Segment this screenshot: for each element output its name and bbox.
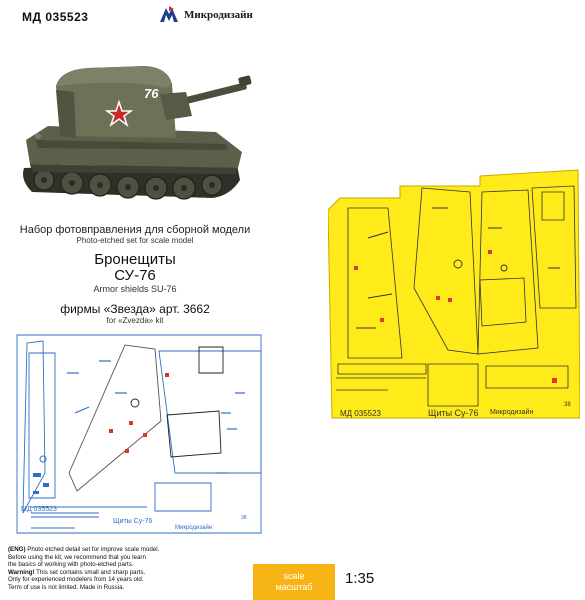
fret-outline-code: МД 035523 <box>21 506 57 513</box>
su76-tank-photo-icon <box>16 40 256 210</box>
kit-en: for «Zvezda» kit <box>106 316 164 325</box>
fret-yellow-title: Щиты Су-76 <box>428 408 479 418</box>
fret-yellow-code: МД 035523 <box>340 409 381 418</box>
notes-line-5: Only for experienced modelers from 14 years old. <box>8 576 144 584</box>
fret-yellow-photo <box>328 168 580 420</box>
scale-label-en: scale <box>283 571 305 581</box>
notes-line-1: Photo etched detail set for improve scale model. <box>25 546 160 553</box>
product-code: МД 035523 <box>22 10 89 24</box>
set-title-en: Photo-etched set for scale model <box>76 236 194 245</box>
product-name-ru-1: Бронещиты <box>94 251 176 268</box>
notes-line-4: This set contains small and sharp parts. <box>34 568 146 576</box>
notes-line-6: Term of use is not limited. Made in Russia. <box>8 583 125 591</box>
fret-yellow-part: 38 <box>564 402 571 408</box>
scale-ratio: 1:35 <box>345 570 375 587</box>
fret-outline-brand: Микродизайн <box>175 525 213 531</box>
fret-outline-part: 38 <box>241 515 247 521</box>
notes-line-2: Before using the kit, we recommend that you learn <box>8 553 146 561</box>
notes-line-3: the basics of working with photo-etched parts. <box>8 561 134 569</box>
tank-hull-number: 76 <box>144 86 159 101</box>
fret-yellow-brand: Микродизайн <box>490 409 534 416</box>
product-name-en: Armor shields SU-76 <box>93 284 177 294</box>
notes-warning-tag: Warning! <box>8 568 35 576</box>
scale-badge <box>253 564 335 600</box>
brand-logo <box>158 6 253 24</box>
fret-outline-diagram <box>15 333 263 543</box>
brand-name: Микродизайн <box>184 9 253 21</box>
scale-label-ru: масштаб <box>275 582 313 592</box>
fret-outline-title: Щиты Су-76 <box>113 518 153 525</box>
notes-lang-tag: (ENG) <box>8 546 26 553</box>
usage-notes <box>8 546 246 592</box>
kit-ru: фирмы «Звезда» арт. 3662 <box>60 302 210 316</box>
product-name-ru-2: СУ-76 <box>114 267 156 284</box>
set-title-ru: Набор фотовправления для сборной модели <box>19 224 251 236</box>
flag-m-logo-icon <box>158 6 180 24</box>
